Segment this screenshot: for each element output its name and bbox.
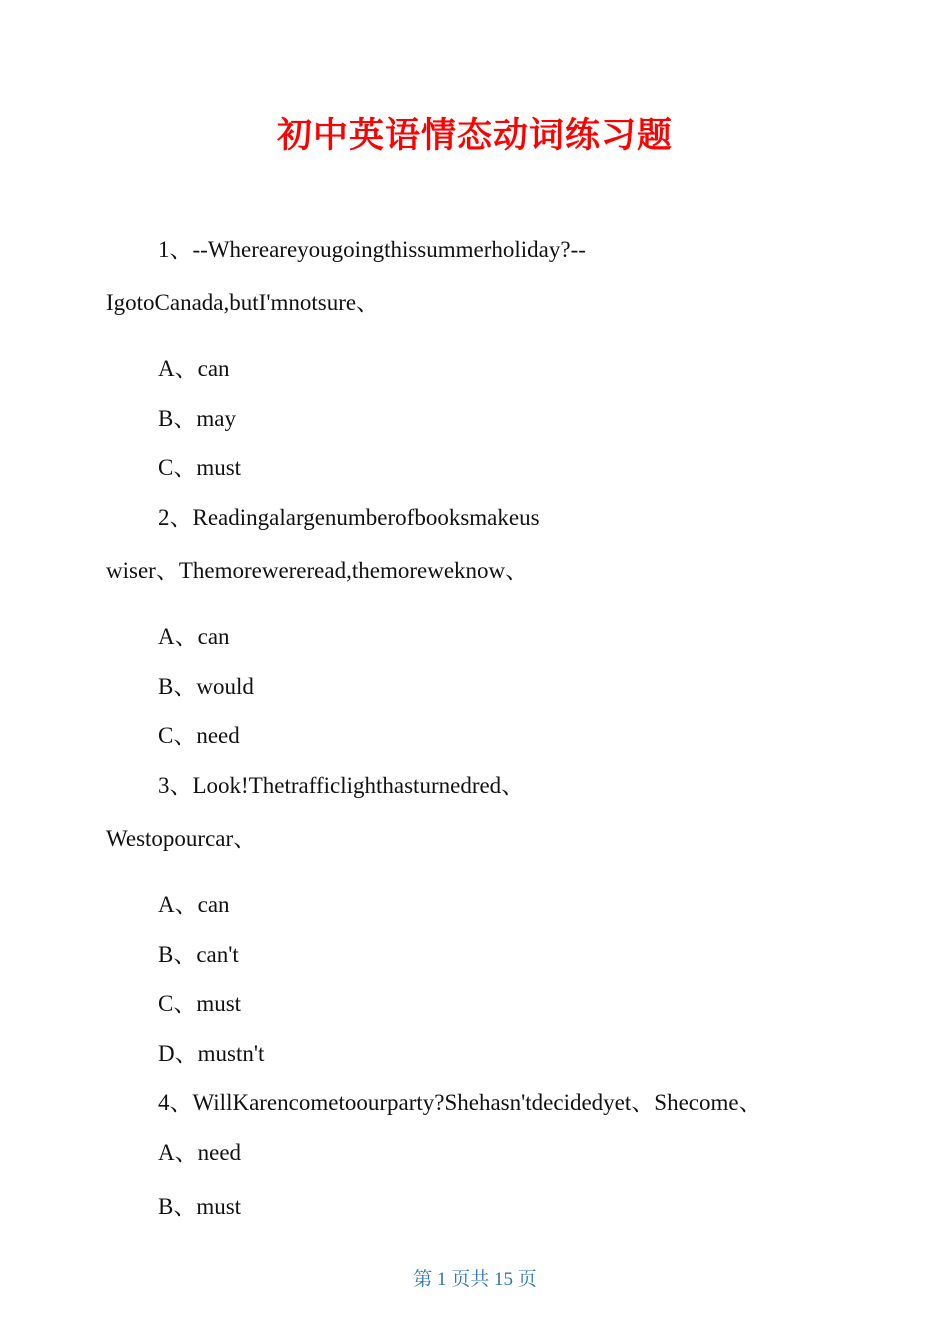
page-indicator: 第 1 页共 15 页 [413,1269,537,1290]
q3-option-d: D、mustn't [158,1041,265,1066]
question-1-stem: 1、--Whereareyougoingthissummerholiday?-- [158,237,586,262]
page-title: 初中英语情态动词练习题 [276,116,673,156]
q4-option-a: A、need [158,1140,242,1165]
question-4-stem: 4、WillKarencometoourparty?Shehasn'tdecidedyet、Shecome、 [158,1090,762,1115]
question-3-stem: 3、Look!Thetrafficlighthasturnedred、 [158,773,525,798]
question-2-stem: 2、Readingalargenumberofbooksmakeus [158,505,540,530]
q2-option-a: A、can [158,624,230,649]
q1-option-c: C、must [158,455,242,480]
q2-option-c: C、need [158,723,240,748]
question-3-stem-cont: Westopourcar、 [106,826,257,851]
question-1-stem-cont: IgotoCanada,butI'mnotsure、 [106,290,380,315]
q3-option-b: B、can't [158,942,239,967]
q3-option-a: A、can [158,892,230,917]
q1-option-b: B、may [158,406,236,431]
q1-option-a: A、can [158,356,230,381]
q4-option-b: B、must [158,1194,242,1219]
q2-option-b: B、would [158,674,254,699]
q3-option-c: C、must [158,991,242,1016]
question-2-stem-cont: wiser、Themorewereread,themoreweknow、 [106,558,529,583]
